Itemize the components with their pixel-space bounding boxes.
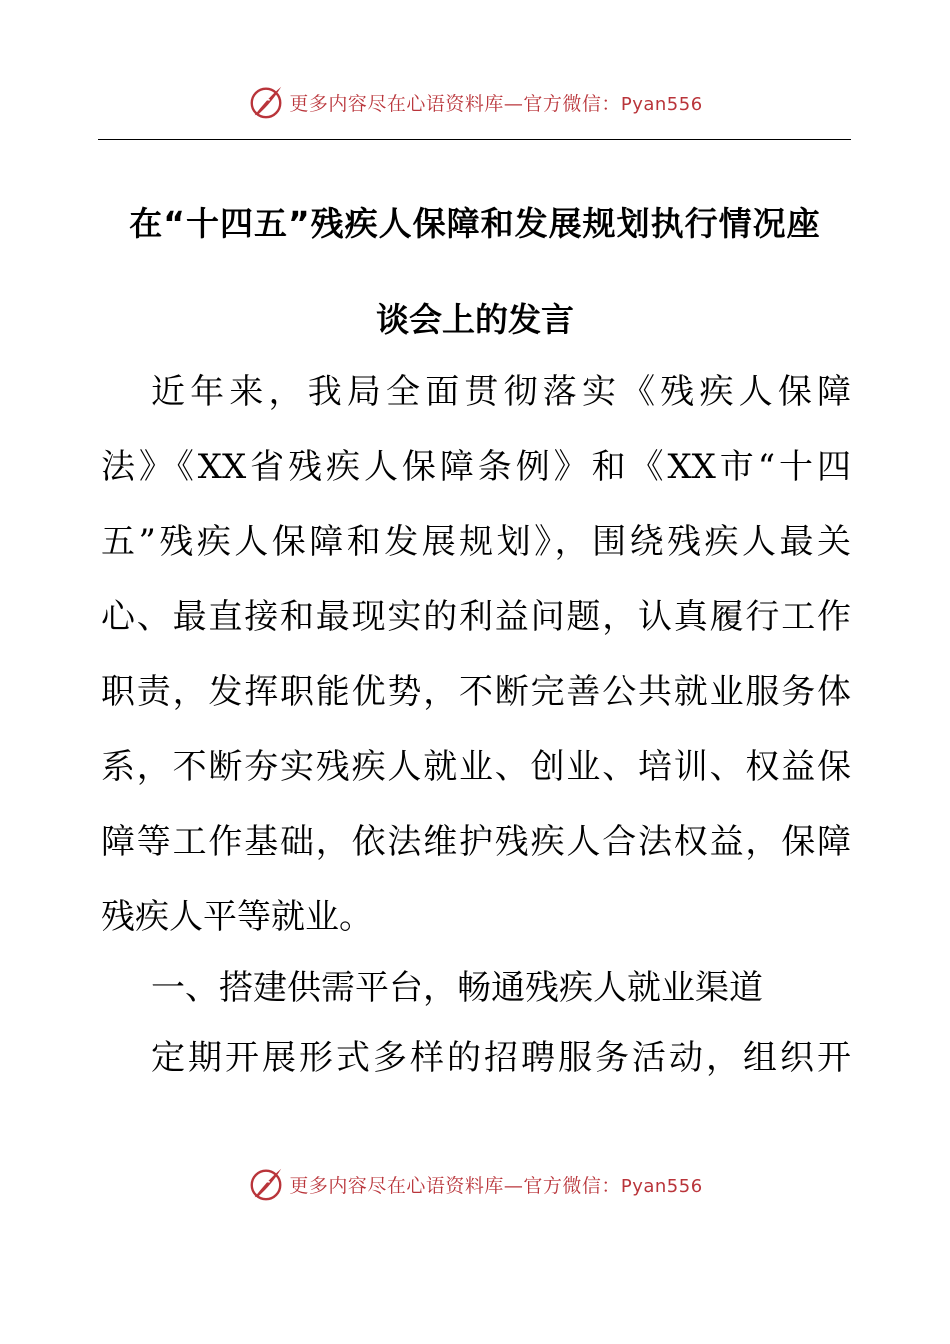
header-banner xyxy=(0,82,950,122)
title-line-2: 谈会上的发言 xyxy=(376,300,574,339)
body-paragraph-2 xyxy=(101,1021,851,1096)
paragraph-line: 职责，发挥职能优势，不断完善公共就业服务体 xyxy=(101,672,851,712)
paragraph-line: 残疾人平等就业。 xyxy=(101,897,373,937)
footer-banner xyxy=(0,1164,950,1204)
quill-pen-logo-icon xyxy=(247,83,285,121)
header-banner-text: 更多内容尽在心语资料库—官方微信：Pyan556 xyxy=(289,92,703,115)
paragraph-line: 障等工作基础，依法维护残疾人合法权益，保障 xyxy=(101,822,851,862)
document-title xyxy=(100,176,850,368)
paragraph-line: 系，不断夯实残疾人就业、创业、培训、权益保 xyxy=(101,747,851,787)
paragraph-line: 法》《XX省残疾人保障条例》和《XX市“十四 xyxy=(101,447,851,487)
header-wechat-id: Pyan556 xyxy=(620,93,703,115)
paragraph-line: 近年来，我局全面贯彻落实《残疾人保障 xyxy=(151,372,851,412)
title-line-1: 在“十四五”残疾人保障和发展规划执行情况座 xyxy=(129,204,821,243)
section-heading-1 xyxy=(101,951,851,1026)
footer-banner-text: 更多内容尽在心语资料库—官方微信：Pyan556 xyxy=(289,1174,703,1197)
section-heading-text: 一、搭建供需平台，畅通残疾人就业渠道 xyxy=(151,968,763,1008)
header-divider xyxy=(98,139,851,140)
body-paragraph-1 xyxy=(101,355,851,955)
footer-wechat-id: Pyan556 xyxy=(620,1175,703,1197)
paragraph-line: 心、最直接和最现实的利益问题，认真履行工作 xyxy=(101,597,851,637)
paragraph-line: 五”残疾人保障和发展规划》，围绕残疾人最关 xyxy=(101,522,851,562)
paragraph-line: 定期开展形式多样的招聘服务活动，组织开 xyxy=(151,1038,851,1078)
quill-pen-logo-icon xyxy=(247,1165,285,1203)
